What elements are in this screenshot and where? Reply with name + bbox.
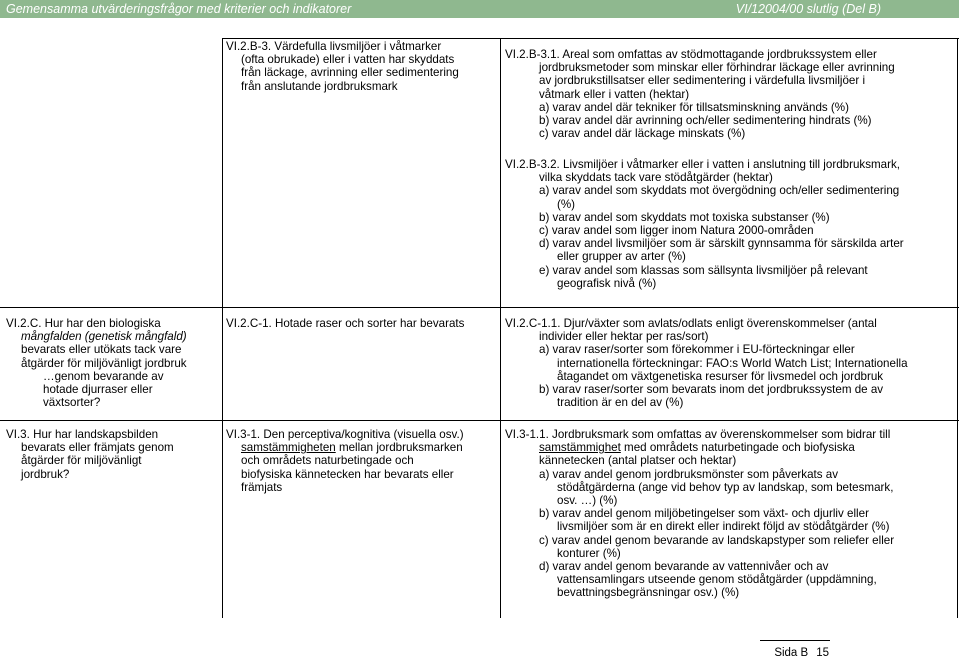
indicator-vi-2-b-3-1 (505, 48, 955, 140)
criterion-vi-3-1 (226, 428, 498, 494)
text-line: a) varav andel som skyddats mot övergödning och/eller sedimentering (539, 184, 900, 198)
text-line: åtgärder för miljövänligt jordbruk (21, 356, 187, 370)
row-divider-1 (0, 307, 959, 308)
question-vi-2-c (6, 317, 218, 409)
text-line: c) varav andel som ligger inom Natura 2000-områden (539, 224, 814, 238)
text-line: c) varav andel där läckage minskats (%) (539, 127, 746, 141)
col-divider-right (957, 38, 958, 618)
text-line: biofysiska kännetecken har bevarats eller (241, 467, 454, 481)
text-line: från anslutande jordbruksmark (241, 79, 398, 93)
page-footer (774, 647, 829, 659)
text-line: växtsorter? (43, 396, 101, 410)
text-line: och områdets naturbetingade och (241, 454, 414, 468)
text-line: VI.3-1.1. Jordbruksmark som omfattas av överenskommelser som bidrar till (505, 428, 891, 441)
footer-divider (760, 640, 830, 641)
text-line: stödåtgärderna (ange vid behov typ av landskap, som betesmark, (557, 480, 894, 494)
text-line: eller grupper av arter (%) (557, 250, 686, 264)
header-doc-id: VI/12004/00 slutlig (Del B) (735, 2, 881, 16)
text-line: främjats (241, 480, 283, 494)
text-line: VI.2.C. Hur har den biologiska (6, 317, 161, 330)
text-line: våtmark eller i vatten (hektar) (539, 87, 690, 101)
page-number: 15 (816, 647, 829, 659)
col-divider-1 (222, 38, 223, 618)
text-line: b) varav andel som skyddats mot toxiska substanser (%) (539, 210, 830, 224)
text-line: b) varav andel genom miljöbetingelser som växt- och djurliv eller (539, 507, 869, 521)
header-title: Gemensamma utvärderingsfrågor med kriterier och indikatorer (6, 2, 352, 16)
text-line: mellan jordbruksmarken (335, 441, 463, 455)
text-line: (ofta obrukade) eller i vatten har skyddats (241, 53, 455, 67)
text-line: …genom bevarande av (43, 369, 164, 383)
text-line: (%) (557, 197, 576, 211)
criterion-vi-2-c-1 (226, 317, 498, 330)
text-line: mångfalden (genetisk mångfald) (21, 330, 187, 344)
text-line: av jordbrukstillsatser eller sedimentering i värdefulla livsmiljöer i (539, 74, 866, 88)
text-line: VI.2.B-3.2. Livsmiljöer i våtmarker eller i vatten i anslutning till jordbruksmark, (505, 158, 900, 171)
text-line: vattensamlingars utseende genom stödåtgärder (uppdämning, (557, 573, 877, 587)
text-line: internationella förteckningar: FAO:s World Watch List; Internationella (557, 356, 908, 370)
text-line: VI.3. Hur har landskapsbilden (6, 428, 159, 441)
text-line: jordbruk? (21, 467, 70, 481)
text-line: individer eller hektar per ras/sort) (539, 330, 709, 344)
text-line: VI.2.C-1. Hotade raser och sorter har bevarats (226, 317, 465, 330)
indicator-vi-3-1-1 (505, 428, 955, 600)
text-line: bevarats eller främjats genom (21, 441, 174, 455)
text-line: e) varav andel som klassas som sällsynta livsmiljöer på relevant (539, 263, 868, 277)
text-line: med områdets naturbetingade och biofysiska (620, 441, 855, 455)
row-divider-2 (0, 420, 959, 421)
text-line: bevarats eller utökats tack vare (21, 343, 182, 357)
text-line: från läckage, avrinning eller sedimentering (241, 66, 459, 80)
text-line: vilka skyddats tack vare stödåtgärder (hektar) (539, 171, 773, 185)
text-line: åtgärder för miljövänligt (21, 454, 142, 468)
text-line: åtagandet om växtgenetiska resurser för livsmedel och jordbruk (557, 369, 884, 383)
text-line: d) varav andel genom bevarande av vattennivåer och av (539, 560, 829, 574)
text-line: VI.3-1. Den perceptiva/kognitiva (visuella osv.) (226, 428, 464, 441)
underlined-term: samstämmighet (539, 441, 621, 455)
text-line: livsmiljöer som är en direkt eller indirekt följd av stödåtgärder (%) (557, 520, 890, 534)
underlined-term: samstämmigheten (241, 441, 336, 455)
text-line: a) varav raser/sorter som förekommer i EU-förteckningar eller (539, 343, 855, 357)
text-line: jordbruksmetoder som minskar eller förhindrar läckage eller avrinning (539, 61, 895, 75)
text-line: konturer (%) (557, 546, 621, 560)
text-line: tradition är en del av (%) (557, 396, 684, 410)
indicator-vi-2-b-3-2 (505, 158, 955, 290)
text-line: geografisk nivå (%) (557, 276, 657, 290)
text-line: VI.2.B-3.1. Areal som omfattas av stödmottagande jordbrukssystem eller (505, 48, 877, 61)
text-line: c) varav andel genom bevarande av landskapstyper som reliefer eller (539, 533, 895, 547)
text-line: Värdefulla livsmiljöer i våtmarker (274, 40, 442, 53)
text-line: bevattningsbegränsningar osv.) (%) (557, 586, 740, 600)
text-line: d) varav andel livsmiljöer som är särskilt gynnsamma för särskilda arter (539, 237, 904, 251)
indicator-vi-2-c-1-1 (505, 317, 955, 409)
criterion-code: VI.2.B-3. (226, 40, 272, 53)
text-line: kännetecken (antal platser och hektar) (539, 454, 737, 468)
text-line: a) varav andel där tekniker för tillsatsminskning används (%) (539, 100, 849, 114)
col-divider-2 (500, 38, 501, 618)
text-line: hotade djurraser eller (43, 383, 153, 397)
text-line: b) varav andel där avrinning och/eller sedimentering hindrats (%) (539, 114, 872, 128)
text-line: VI.2.C-1.1. Djur/växter som avlats/odlats enligt överenskommelser (antal (505, 317, 877, 330)
question-vi-3 (6, 428, 218, 481)
text-line: osv. …) (%) (557, 494, 618, 508)
table-top-border (222, 38, 959, 39)
text-line: b) varav raser/sorter som bevarats inom det jordbrukssystem de av (539, 383, 884, 397)
text-line: a) varav andel genom jordbruksmönster som påverkats av (539, 467, 838, 481)
page-label: Sida B (774, 647, 809, 659)
criterion-vi-2-b-3 (226, 40, 496, 93)
